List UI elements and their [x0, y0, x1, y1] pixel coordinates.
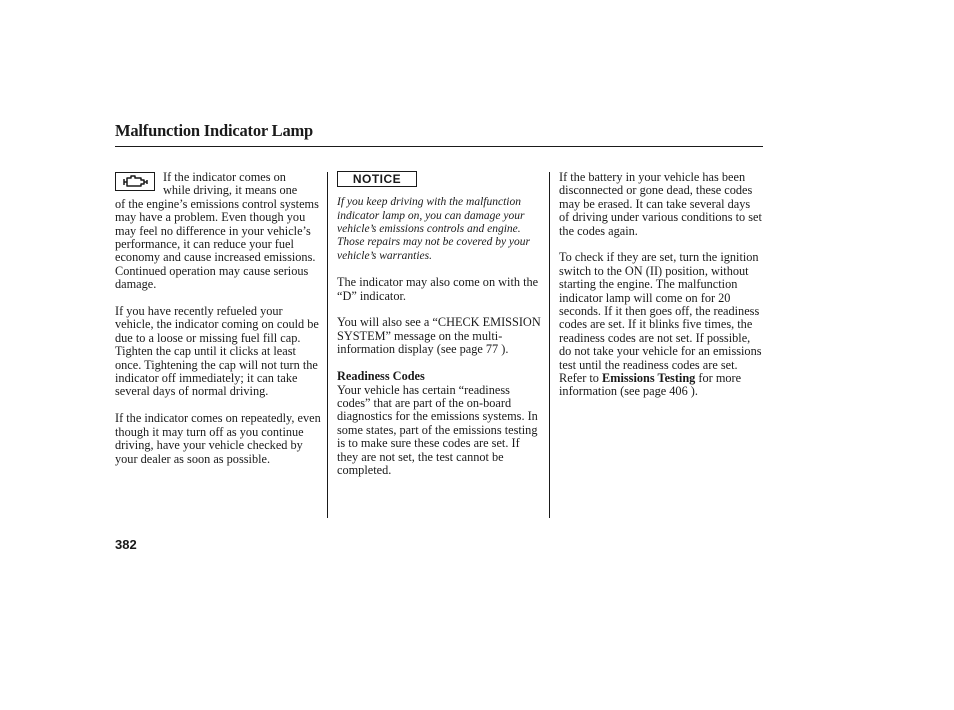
paragraph-check-set	[559, 251, 763, 398]
intro-line-2: while driving, it means one	[163, 183, 298, 198]
paragraph-repeated: If the indicator comes on repeatedly, even though it may turn off as you continue driving, have your vehicle checked by your dealer as soon as possible.	[115, 411, 321, 466]
intro-line-1: If the indicator comes on	[163, 170, 286, 184]
column-divider-2	[549, 172, 550, 518]
paragraph-d-indicator: The indicator may also come on with the “D” indicator.	[337, 275, 539, 303]
column-2	[337, 171, 541, 491]
column-divider-1	[327, 172, 328, 518]
paragraph-check-emission: You will also see a “CHECK EMISSION SYSTEM” message on the multi-information display (see page 77 ).	[337, 315, 541, 357]
notice-text: If you keep driving with the malfunction indicator lamp on, you can damage your vehicle’s emissions controls and engine. Those repairs may not be covered by your vehicle’s warranties.	[337, 196, 531, 262]
emissions-testing-link[interactable]: Emissions Testing	[602, 371, 696, 386]
notice-label: NOTICE	[352, 172, 402, 186]
paragraph-readiness: Your vehicle has certain “readiness codes” that are part of the on-board diagnostics for the emissions systems. In some states, part of the emissions testing is to make sure these codes are set. If they are not set, the test cannot be completed.	[337, 382, 538, 477]
title-rule	[115, 146, 763, 147]
check-set-tail: for more information (see page 406 ).	[559, 371, 742, 399]
paragraph-battery: If the battery in your vehicle has been disconnected or gone dead, these codes may be erased. It can take several days of driving under various conditions to set the codes again.	[559, 170, 762, 238]
notice-badge	[337, 171, 417, 187]
paragraph-refuel: If you have recently refueled your vehicle, the indicator coming on could be due to a loose or missing fuel fill cap. Tighten the cap until it clicks at least once. Tightening the cap will not turn the indicator off immediately; it can take several days of normal driving.	[115, 304, 319, 399]
check-engine-icon	[115, 172, 155, 191]
intro-rest: of the engine’s emissions control systems may have a problem. Even though you may feel no difference in your vehicle’s performance, it can reduce your fuel economy and cause increased emissions. Continued operation may cause serious damage.	[115, 196, 319, 292]
subheading-readiness-codes: Readiness Codes	[337, 369, 425, 384]
check-set-text: To check if they are set, turn the ignition switch to the ON (II) position, without starting the engine. The malfunction indicator lamp will come on for 20 seconds. If it then goes off, the readiness codes are set. If it blinks five times, the readiness codes are not set. If possible, do not take your vehicle for an emissions test until the readiness codes are set. Refer to	[559, 250, 762, 386]
column-3	[559, 171, 763, 412]
page-number: 382	[115, 537, 137, 552]
column-1	[115, 171, 322, 479]
section-title: Malfunction Indicator Lamp	[115, 121, 314, 140]
